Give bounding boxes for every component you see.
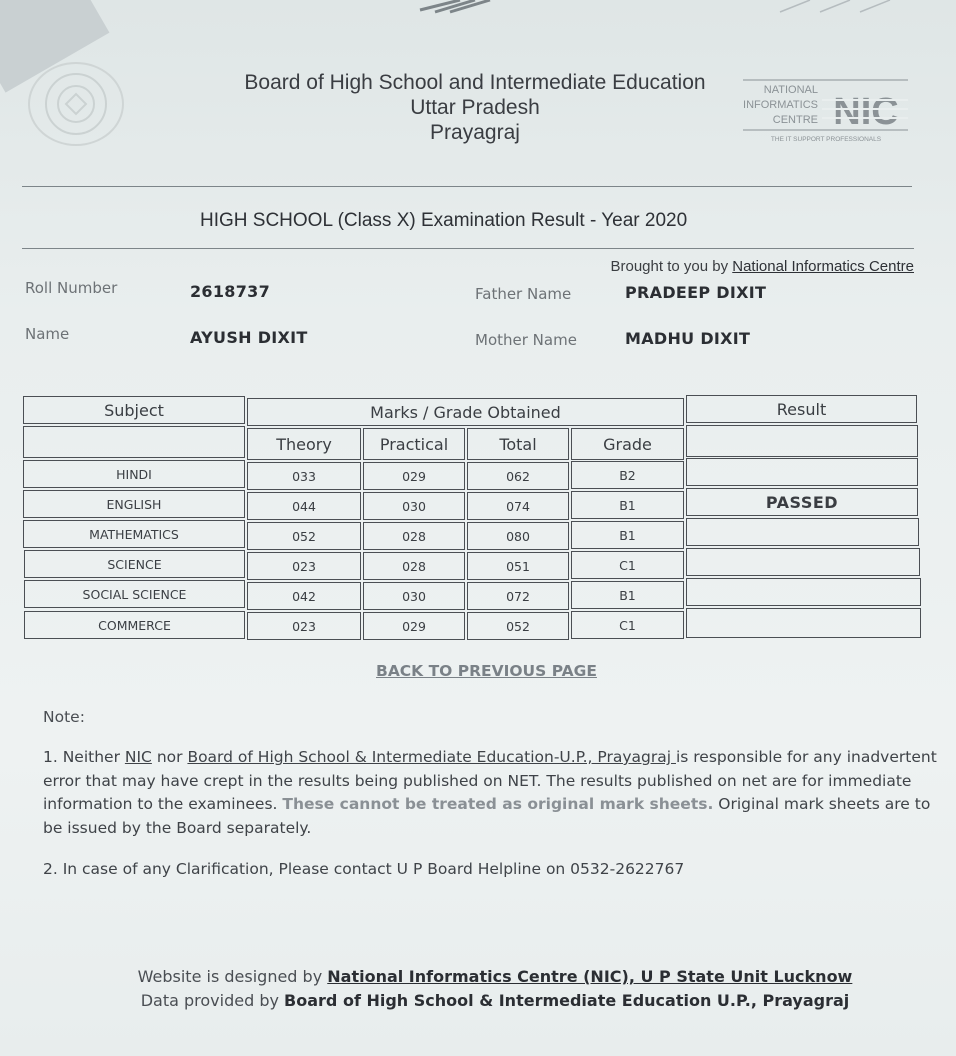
- back-to-previous-page-link[interactable]: BACK TO PREVIOUS PAGE: [376, 662, 597, 680]
- top-edge-marks: [380, 0, 940, 14]
- nic-logo: [738, 78, 918, 148]
- theory-mark: 042: [247, 582, 361, 610]
- nic-link-inline[interactable]: NIC: [124, 748, 152, 766]
- note-paragraph-2: 2. In case of any Clarification, Please contact U P Board Helpline on 0532-2622767: [43, 860, 685, 878]
- practical-mark: 029: [363, 462, 465, 490]
- result-cell: [686, 548, 920, 576]
- brought-by-prefix: Brought to you by: [610, 258, 733, 275]
- note-text: Original mark sheets are to be issued by the Board separately.: [43, 795, 931, 837]
- grade-value: B1: [571, 581, 684, 609]
- nic-line1: NATIONAL: [763, 84, 818, 96]
- grade-value: B1: [571, 491, 684, 519]
- practical-mark: 029: [363, 612, 465, 640]
- subject-name: COMMERCE: [24, 611, 245, 639]
- total-mark: 074: [467, 492, 569, 520]
- grade-value: C1: [571, 551, 684, 579]
- father-name-label: Father Name: [475, 285, 572, 303]
- subject-name: HINDI: [23, 460, 245, 488]
- theory-mark: 023: [247, 552, 361, 580]
- footer-nic-link[interactable]: National Informatics Centre (NIC), U P State Unit Lucknow: [327, 967, 853, 986]
- subject-name: SOCIAL SCIENCE: [24, 580, 245, 608]
- divider-top: [22, 186, 912, 187]
- theory-header: Theory: [247, 428, 361, 460]
- practical-mark: 028: [363, 522, 465, 550]
- name-value: AYUSH DIXIT: [190, 328, 308, 347]
- footer-board-name: Board of High School & Intermediate Education U.P., Prayagraj: [284, 991, 850, 1010]
- exam-title: HIGH SCHOOL (Class X) Examination Result - Year 2020: [200, 210, 688, 231]
- up-emblem-logo: [28, 62, 124, 146]
- practical-mark: 030: [363, 492, 465, 520]
- note-text: 1. Neither: [43, 748, 125, 766]
- board-link-inline[interactable]: Board of High School & Intermediate Education-U.P., Prayagraj: [187, 748, 676, 766]
- nic-line3: CENTRE: [772, 114, 818, 126]
- result-cell: [686, 578, 921, 606]
- subject-name: MATHEMATICS: [23, 520, 245, 548]
- practical-header: Practical: [363, 428, 465, 460]
- subject-name: SCIENCE: [24, 550, 245, 578]
- theory-mark: 044: [247, 492, 361, 520]
- subject-header-blank: [23, 426, 245, 458]
- roll-number-label: Roll Number: [25, 279, 118, 297]
- total-mark: 080: [467, 522, 569, 550]
- subject-name: ENGLISH: [23, 490, 245, 518]
- nic-tagline: THE IT SUPPORT PROFESSIONALS: [770, 136, 882, 143]
- father-name-value: PRADEEP DIXIT: [625, 283, 767, 302]
- footer-designed-by: [0, 967, 956, 986]
- total-mark: 072: [467, 582, 569, 610]
- total-mark: 052: [467, 612, 569, 640]
- note-label: Note:: [43, 708, 85, 726]
- total-mark: 051: [467, 552, 569, 580]
- brought-by: [611, 258, 915, 275]
- note-paragraph-1: [43, 746, 948, 840]
- result-cell: [686, 518, 919, 546]
- grade-value: C1: [571, 611, 684, 639]
- grade-header: Grade: [571, 428, 684, 460]
- board-name: Board of High School and Intermediate Education: [244, 71, 706, 94]
- result-cell: [686, 458, 918, 486]
- nic-link[interactable]: National Informatics Centre: [732, 258, 914, 275]
- total-mark: 062: [467, 462, 569, 490]
- practical-mark: 028: [363, 552, 465, 580]
- result-header-blank: [686, 425, 918, 457]
- board-heading: [200, 70, 750, 145]
- theory-mark: 023: [247, 612, 361, 640]
- roll-number-value: 2618737: [190, 282, 271, 301]
- theory-mark: 052: [247, 522, 361, 550]
- nic-mark: NIC: [833, 91, 899, 133]
- practical-mark: 030: [363, 582, 465, 610]
- mother-name-value: MADHU DIXIT: [625, 329, 751, 348]
- note-text: nor: [151, 748, 188, 766]
- note-text: is responsible for any inadvertent error that may have crept in the results being published on NET. The results published on net are for immediate information to the examinees.: [43, 748, 937, 813]
- result-cell: [686, 608, 921, 638]
- theory-mark: 033: [247, 462, 361, 490]
- board-city: Prayagraj: [430, 121, 520, 144]
- mother-name-label: Mother Name: [475, 331, 577, 349]
- board-state: Uttar Pradesh: [410, 96, 540, 119]
- subject-header: Subject: [23, 396, 245, 424]
- note-warning: These cannot be treated as original mark sheets.: [282, 795, 714, 813]
- result-value: PASSED: [686, 488, 918, 516]
- footer-text: Website is designed by: [137, 967, 328, 986]
- divider-mid: [22, 248, 914, 249]
- marks-header: Marks / Grade Obtained: [247, 398, 684, 426]
- footer-data-provided: [0, 991, 956, 1010]
- result-header: Result: [686, 395, 917, 423]
- grade-value: B1: [571, 521, 684, 549]
- name-label: Name: [25, 325, 70, 343]
- footer-text: Data provided by: [140, 991, 285, 1010]
- total-header: Total: [467, 428, 569, 460]
- nic-line2: INFORMATICS: [743, 99, 818, 111]
- grade-value: B2: [571, 461, 684, 489]
